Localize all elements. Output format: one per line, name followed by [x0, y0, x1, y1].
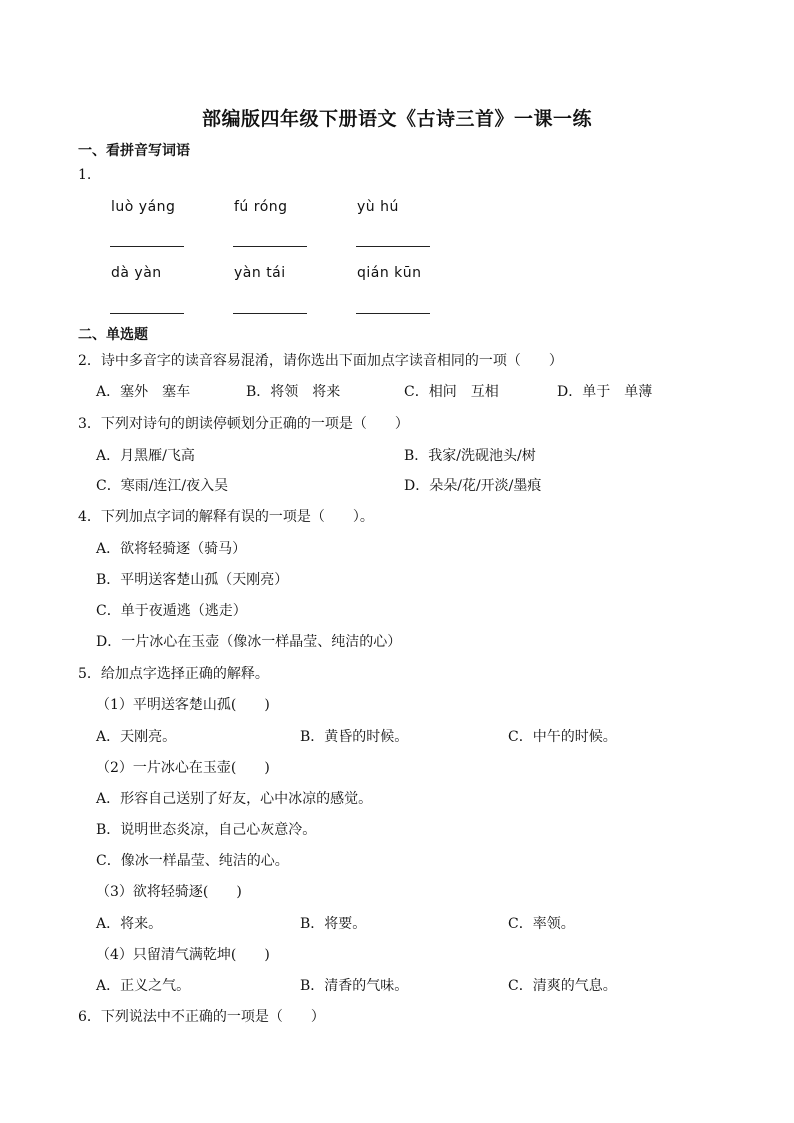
pinyin-yan-tai: yàn tái: [234, 265, 286, 281]
q5-sub2-option-b[interactable]: B．说明世态炎凉，自己心灰意冷。: [96, 822, 317, 838]
section-heading-pinyin: 一、看拼音写词语: [78, 143, 190, 159]
answer-blank[interactable]: [233, 313, 307, 314]
answer-blank[interactable]: [233, 246, 307, 247]
q4-option-b[interactable]: B．平明送客楚山孤（天刚亮）: [96, 572, 289, 588]
q5-sub2-text: （2）一片冰心在玉壶( ): [96, 760, 270, 776]
q4-option-a[interactable]: A．欲将轻骑逐（骑马）: [96, 541, 247, 557]
q2-option-c[interactable]: C．相问 互相: [404, 384, 499, 400]
answer-blank[interactable]: [356, 313, 430, 314]
q5-sub4-option-c[interactable]: C．清爽的气息。: [508, 978, 617, 994]
q5-sub1-text: （1）平明送客楚山孤( ): [96, 697, 270, 713]
pinyin-fu-rong: fú róng: [234, 199, 288, 215]
question-4-text: 4．下列加点字词的解释有误的一项是（ ）。: [78, 509, 374, 525]
q5-sub3-option-b[interactable]: B．将要。: [300, 916, 367, 932]
question-6-text: 6．下列说法中不正确的一项是（ ）: [78, 1009, 325, 1025]
answer-blank[interactable]: [110, 313, 184, 314]
answer-blank[interactable]: [110, 246, 184, 247]
q5-sub3-text: （3）欲将轻骑逐( ): [96, 884, 242, 900]
page-title: 部编版四年级下册语文《古诗三首》一课一练: [201, 108, 592, 130]
section-heading-single-choice: 二、单选题: [78, 327, 148, 343]
q3-option-a[interactable]: A．月黑雁/飞高: [96, 448, 195, 464]
pinyin-da-yan: dà yàn: [111, 265, 162, 281]
q4-option-c[interactable]: C．单于夜遁逃（逃走）: [96, 603, 247, 619]
q5-sub1-option-a[interactable]: A．天刚亮。: [96, 729, 177, 745]
pinyin-qian-kun: qián kūn: [357, 265, 422, 281]
q3-option-c[interactable]: C．寒雨/连江/夜入吴: [96, 478, 229, 494]
pinyin-luo-yang: luò yáng: [111, 199, 176, 215]
q5-sub3-option-a[interactable]: A．将来。: [96, 916, 163, 932]
answer-blank[interactable]: [356, 246, 430, 247]
q5-sub3-option-c[interactable]: C．率领。: [508, 916, 575, 932]
pinyin-yu-hu: yù hú: [357, 199, 399, 215]
q3-option-b[interactable]: B．我家/洗砚池头/树: [404, 448, 536, 464]
q5-sub2-option-a[interactable]: A．形容自己送别了好友，心中冰凉的感觉。: [96, 791, 373, 807]
q5-sub4-option-a[interactable]: A．正义之气。: [96, 978, 191, 994]
q5-sub2-option-c[interactable]: C．像冰一样晶莹、纯洁的心。: [96, 853, 289, 869]
q2-option-d[interactable]: D．单于 单薄: [557, 384, 653, 400]
q5-sub1-option-c[interactable]: C．中午的时候。: [508, 729, 617, 745]
question-3-text: 3．下列对诗句的朗读停顿划分正确的一项是（ ）: [78, 416, 409, 432]
question-2-text: 2．诗中多音字的读音容易混淆，请你选出下面加点字读音相同的一项（ ）: [78, 353, 563, 369]
q4-option-d[interactable]: D．一片冰心在玉壶（像冰一样晶莹、纯洁的心）: [96, 634, 402, 650]
q5-sub4-option-b[interactable]: B．清香的气味。: [300, 978, 409, 994]
question-1-number: 1.: [78, 167, 92, 183]
q5-sub4-text: （4）只留清气满乾坤( ): [96, 947, 270, 963]
q2-option-a[interactable]: A．塞外 塞车: [96, 384, 191, 400]
q5-sub1-option-b[interactable]: B．黄昏的时候。: [300, 729, 409, 745]
question-5-text: 5．给加点字选择正确的解释。: [78, 666, 269, 682]
q3-option-d[interactable]: D．朵朵/花/开淡/墨痕: [404, 478, 542, 494]
q2-option-b[interactable]: B．将领 将来: [246, 384, 341, 400]
